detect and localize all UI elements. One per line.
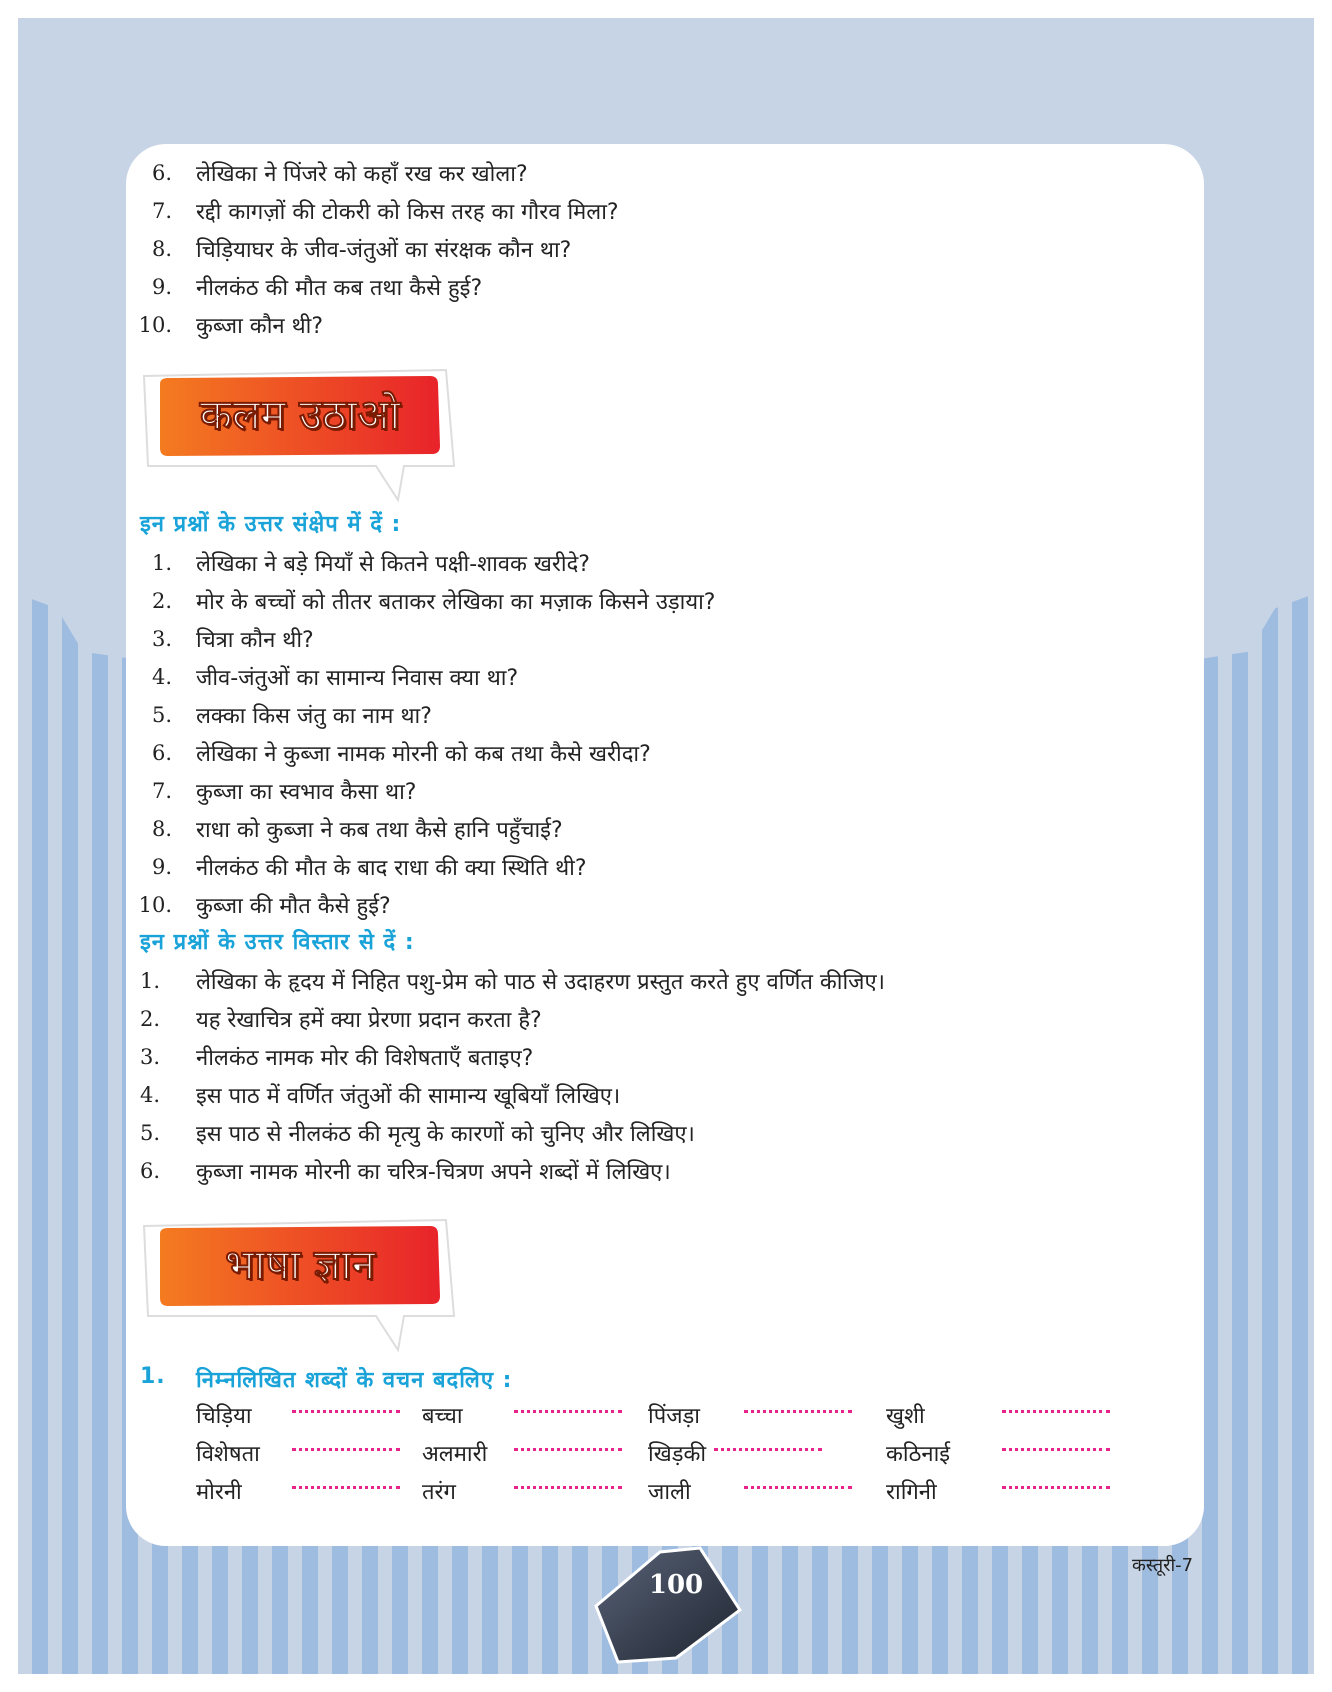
question-number: 8.: [151, 237, 172, 261]
question-row: [126, 270, 1204, 308]
answer-blank[interactable]: [514, 1440, 622, 1451]
word: जाली: [648, 1480, 691, 1505]
question-text: लेखिका ने कुब्जा नामक मोरनी को कब तथा कैसे खरीदा?: [196, 742, 651, 767]
answer-blank[interactable]: [744, 1402, 852, 1413]
question-text: राधा को कुब्जा ने कब तथा कैसे हानि पहुँचाई?: [196, 818, 563, 843]
answer-blank[interactable]: [514, 1402, 622, 1413]
section-title: कलम उठाओ: [199, 390, 401, 439]
question-row: [126, 1078, 1204, 1116]
exercise-number: 1.: [140, 1364, 166, 1389]
question-text: चिड़ियाघर के जीव-जंतुओं का संरक्षक कौन था?: [196, 238, 572, 263]
question-text: कुब्जा की मौत कैसे हुई?: [196, 894, 391, 919]
question-row: [126, 156, 1204, 194]
question-row: [126, 622, 1204, 660]
question-text: इस पाठ में वर्णित जंतुओं की सामान्य खूबियाँ लिखिए।: [196, 1084, 621, 1109]
section-banner-bhasha-gyan: [140, 1212, 458, 1362]
answer-blank[interactable]: [292, 1478, 400, 1489]
word: कठिनाई: [886, 1442, 951, 1467]
long-answer-heading: इन प्रश्नों के उत्तर विस्तार से दें :: [140, 930, 415, 955]
page-number: 100: [648, 1570, 704, 1600]
question-number: 6.: [151, 741, 172, 765]
word: चिड़िया: [196, 1404, 252, 1429]
question-row: [126, 698, 1204, 736]
question-row: [126, 774, 1204, 812]
question-text: नीलकंठ की मौत के बाद राधा की क्या स्थिति थी?: [196, 856, 587, 881]
question-text: लेखिका ने बड़े मियाँ से कितने पक्षी-शावक खरीदे?: [196, 552, 590, 577]
question-row: [126, 546, 1204, 584]
question-row: [126, 1154, 1204, 1192]
question-number: 10.: [138, 893, 172, 917]
word-row: [196, 1474, 1196, 1512]
question-number: 6.: [140, 1159, 161, 1183]
question-row: [126, 308, 1204, 346]
question-number: 8.: [151, 817, 172, 841]
question-text: नीलकंठ की मौत कब तथा कैसे हुई?: [196, 276, 483, 301]
word: पिंजड़ा: [648, 1404, 700, 1429]
question-number: 6.: [151, 161, 172, 185]
answer-blank[interactable]: [744, 1478, 852, 1489]
question-row: [126, 1002, 1204, 1040]
question-text: रद्दी कागज़ों की टोकरी को किस तरह का गौरव मिला?: [196, 200, 619, 225]
question-text: कुब्जा नामक मोरनी का चरित्र-चित्रण अपने शब्दों में लिखिए।: [196, 1160, 671, 1185]
book-label: कस्तूरी-7: [1132, 1555, 1194, 1576]
answer-blank[interactable]: [292, 1402, 400, 1413]
question-number: 5.: [140, 1121, 161, 1145]
question-text: कुब्जा कौन थी?: [196, 314, 324, 339]
question-number: 7.: [151, 199, 172, 223]
word: खुशी: [886, 1404, 925, 1429]
question-text: लेखिका ने पिंजरे को कहाँ रख कर खोला?: [196, 162, 528, 187]
word: विशेषता: [196, 1442, 260, 1467]
question-row: [126, 812, 1204, 850]
answer-blank[interactable]: [1002, 1440, 1110, 1451]
question-row: [126, 888, 1204, 926]
question-text: लेखिका के हृदय में निहित पशु-प्रेम को पाठ से उदाहरण प्रस्तुत करते हुए वर्णित कीजिए।: [196, 970, 885, 995]
question-number: 9.: [151, 855, 172, 879]
question-text: जीव-जंतुओं का सामान्य निवास क्या था?: [196, 666, 519, 691]
word: तरंग: [422, 1480, 456, 1505]
word-row: [196, 1398, 1196, 1436]
answer-blank[interactable]: [1002, 1478, 1110, 1489]
question-row: [126, 194, 1204, 232]
section-title: भाषा ज्ञान: [224, 1240, 376, 1289]
content-card: [126, 144, 1204, 1546]
question-row: [126, 1116, 1204, 1154]
question-text: चित्रा कौन थी?: [196, 628, 314, 653]
exercise-heading: निम्नलिखित शब्दों के वचन बदलिए :: [196, 1368, 513, 1393]
question-number: 4.: [151, 665, 172, 689]
question-number: 3.: [151, 627, 172, 651]
question-row: [126, 736, 1204, 774]
question-number: 3.: [140, 1045, 161, 1069]
question-row: [126, 1040, 1204, 1078]
question-row: [126, 964, 1204, 1002]
question-number: 1.: [151, 551, 172, 575]
answer-blank[interactable]: [1002, 1402, 1110, 1413]
question-row: [126, 850, 1204, 888]
question-number: 2.: [151, 589, 172, 613]
question-text: नीलकंठ नामक मोर की विशेषताएँ बताइए?: [196, 1046, 534, 1071]
question-number: 9.: [151, 275, 172, 299]
question-number: 4.: [140, 1083, 161, 1107]
question-text: लक्का किस जंतु का नाम था?: [196, 704, 432, 729]
question-row: [126, 584, 1204, 622]
question-text: मोर के बच्चों को तीतर बताकर लेखिका का मज़ाक किसने उड़ाया?: [196, 590, 716, 615]
question-number: 2.: [140, 1007, 161, 1031]
word: बच्चा: [422, 1404, 463, 1429]
question-number: 10.: [138, 313, 172, 337]
answer-blank[interactable]: [514, 1478, 622, 1489]
answer-blank[interactable]: [292, 1440, 400, 1451]
question-row: [126, 660, 1204, 698]
word: मोरनी: [196, 1480, 242, 1505]
word: अलमारी: [422, 1442, 488, 1467]
short-answer-heading: इन प्रश्नों के उत्तर संक्षेप में दें :: [140, 512, 402, 537]
question-text: इस पाठ से नीलकंठ की मृत्यु के कारणों को चुनिए और लिखिए।: [196, 1122, 695, 1147]
question-text: कुब्जा का स्वभाव कैसा था?: [196, 780, 417, 805]
question-text: यह रेखाचित्र हमें क्या प्रेरणा प्रदान करता है?: [196, 1008, 542, 1033]
answer-blank[interactable]: [714, 1440, 822, 1451]
page-number-badge: [590, 1546, 750, 1668]
question-number: 7.: [151, 779, 172, 803]
section-banner-kalam-uthao: [140, 362, 458, 512]
word-row: [196, 1436, 1196, 1474]
question-number: 1.: [140, 969, 161, 993]
question-row: [126, 232, 1204, 270]
word: रागिनी: [886, 1480, 937, 1505]
word: खिड़की: [648, 1442, 707, 1467]
question-number: 5.: [151, 703, 172, 727]
